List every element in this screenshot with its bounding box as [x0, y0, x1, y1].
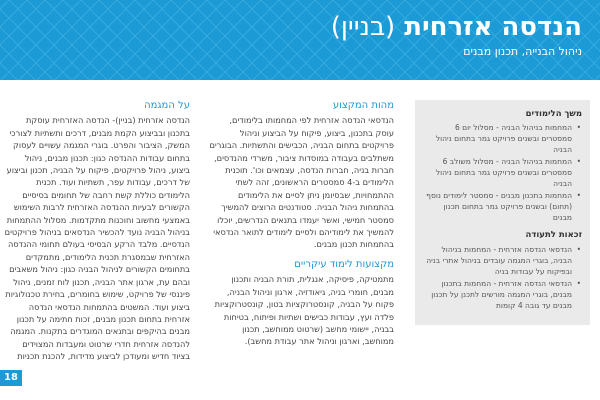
page-subtitle: ניהול הבנייה, תכנון מבנים	[463, 45, 582, 58]
title-main: הנדסה אזרחית	[404, 12, 582, 42]
tracks-list	[423, 122, 582, 223]
list-item: • הנדסאי הנדסה אזרחית - המחמות בניהול הבניה, בוגרי המגמה עובדים בניהול אתרי בניה ובפיקוח על עבודות בניה	[423, 244, 572, 277]
core-subjects-heading: מקצועות לימוד עיקריים	[294, 258, 394, 270]
info-sidebar	[415, 100, 590, 325]
degrees-heading: זכאות לתעודה	[525, 230, 582, 241]
list-item: • הנדסאי הנדסה אזרחית - המחמות בתכנון מבנים, בוגרי המגמה מורשים לתכנן על תכנון מבנים עד גובה 4 קומות	[423, 278, 572, 311]
title-parenthetical: (בניין)	[330, 12, 396, 42]
list-item: • המחמות בניהול הבניה - מסלול יום 6 סמסטרים ובשנים פרויקט גמר בתחום ניהול הבניה	[423, 122, 572, 155]
about-heading: על המגמה	[144, 100, 190, 111]
essence-paragraph: הנדסאי הנדסה אזרחית לפי המחמותו בלימודים, עוסק בתכנון, ביצוע, פיקוח על הביצוע וניהול פרויקטים בתחום הבניה, הכבישים והתשתיות. הבוגרים משתלבים בעבודה במוסדות ציבור, משרדי מהנדסים, חברות בניה, חברות הנדסה, עצמאים וכו'. תוכנית הלימודים ב-4 סמסטרים הראשונים, זהה לשתי ההתמחויות, שבסיומן ניתן לסיים את הלימודים בהתמחות ניהול הבניה. סטודנטים הרוצים להמשיך סמסטר חמישי, ואשר יעמדו בתנאים הנדרשים, יוכלו להמשיך את לימודיהם ולסיים לימודים לתואר הנדסאי בהתמחות תכנון מבנים.	[209, 115, 394, 250]
core-subjects-paragraph: מתמטיקה, פיסיקה, אנגלית, תורת הבניה ותכנון מבנים, חומרי בניה, גיאודזיה, ארגון וניהול הבניה, פקוח על הבניה, קונסטרוקציות בטון, קונסטרוקציות פלדה ועץ, עבודות כבישים ושתיות ופיתוח, בטיחות בבניה, יישומי מחשב (שרטוט ממוחשב, תכנון ממוחשב, וארגון וניהול אתר עבודת מחשב).	[214, 274, 394, 347]
list-item: • המחמות בתכנון מבנים - סמסטר לימודים נוסף (תחום) ובשנים פרויקט גמר בתחום תכנון מבנים	[423, 190, 572, 223]
page-number: 18	[0, 370, 22, 386]
tracks-heading: משך הלימודים	[525, 109, 582, 119]
essence-heading: מהות המקצוע	[332, 100, 394, 111]
degrees-list	[423, 244, 582, 311]
list-item: • המחמות בניהול הבניה - מסלול משולב 6 סמסטרים ובשנים פרויקט גמר בתחום ניהול הבניה	[423, 156, 572, 189]
left-column	[4, 100, 190, 371]
page-title	[331, 12, 582, 42]
about-paragraph: הנדסה אזרחית (בניין)- הנדסה האזרחית עוסקת בתכנון ובביצוע הקמת מבנים, דרכים ותשתיות לצורכי המשק, הציבור והפרט. בוגרי המגמה עשויים לעסוק בתחום עבודות ההנדסה כגון: תכנון מבנים, ניהול ביצוע, ניהול פרויקטים, פיקוח על הבניה, תכנון וביצוע של דרכים, עבודות עפר, תשתיות ועוד. תכנית הלימודים כוללת קשת רחבה של תחומים בסיסיים הקשורים לבעיות ההנדסה האזרחית לרבות השימוש באמצעי מחשוב וחוכנות מתקדמות. מסלול ההתמחות בניהול הבניה נועד להכשיר הנדסאים בניהול פרויקטים הנדסיים. מלבד הרקע הבסיסי בעולם תחומי ההנדסה האזרחית שבמסגרת תכנית הלימודים, מתמקדים בתחומים הקשורים לניהול הבניה כגון: ניהול משאבים ובהם עת, ארגון אתר הבניה, תכנון לוח זמנים, ניהול פיננסי של פרויקט, שימוש בחומרים, בחירת טכנולוגיות ביצוע ועוד. המשטים בהתמחות הנדסאי הנדסה אזרחית בתחום תכנון מבנים, זכות חתימה על תכנון מבנים בהיקפים ובתנאים המוגדרים בתקנות. המגמה להנדסה אזרחית חדרי שרטוט ומעבדות המצוידים בציוד חדיש ומעודכן לביצוע מדידות, להכנת תכניות	[4, 115, 190, 362]
header-banner	[0, 0, 600, 80]
middle-column	[209, 100, 394, 356]
